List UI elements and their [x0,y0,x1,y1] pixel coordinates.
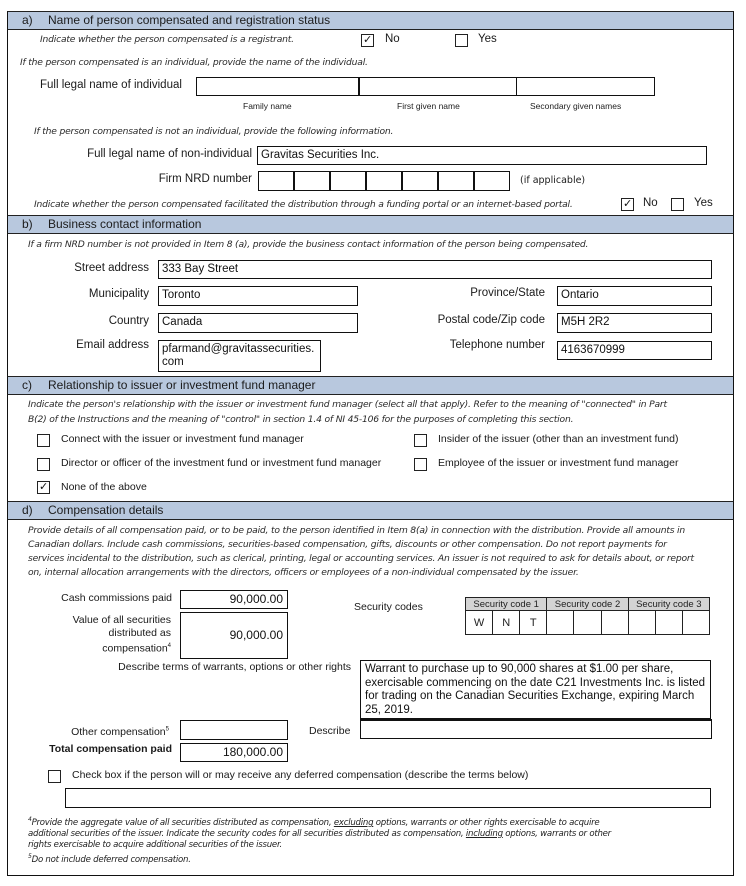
securities-label-text: compensation [102,642,168,655]
describe-other-input[interactable] [360,719,712,739]
first-given-name-caption: First given name [397,101,460,111]
footnote-4-excluding: excluding [333,817,374,828]
secondary-given-names-input[interactable] [516,77,655,96]
family-name-caption: Family name [243,101,292,111]
portal-no-checkbox[interactable] [621,198,634,211]
deferred-compensation-checkbox[interactable] [48,770,61,783]
telephone-label: Telephone number [449,339,545,351]
section-c-title: Relationship to issuer or investment fund manager [48,378,316,392]
non-individual-name-input[interactable]: Gravitas Securities Inc. [257,146,707,165]
registrant-yes-checkbox[interactable] [455,34,468,47]
registrant-prompt: Indicate whether the person compensated is a registrant. [40,34,294,45]
registrant-yes-label: Yes [478,33,497,45]
footnotes [28,814,728,866]
security-codes-label: Security codes [354,601,423,613]
telephone-input[interactable]: 4163670999 [557,341,712,360]
relationship-label-director: Director or officer of the investment fund or investment fund manager [61,457,382,469]
total-compensation-value: 180,000.00 [180,743,288,762]
portal-prompt: Indicate whether the person compensated facilitated the distribution through a funding portal or an internet-based portal. [34,199,573,210]
relationship-prompt-line-1: Indicate the person's relationship with the issuer or investment fund manager (select all that apply). Refer to the meaning of "connected" in Part [28,399,667,410]
section-c-header [7,376,734,395]
first-given-name-input[interactable] [358,77,517,96]
relationship-checkbox-employee[interactable] [414,458,427,471]
relationship-checkbox-director[interactable] [37,458,50,471]
compensation-prompt-line-1: Provide details of all compensation paid, or to be paid, to the person identified in Item 8(a) in connection with the distribution. Provide all amounts in [28,525,686,536]
section-b-title: Business contact information [48,217,202,231]
business-contact-prompt: If a firm NRD number is not provided in Item 8 (a), provide the business contact information of the person being compensated. [28,239,589,250]
relationship-label-connect: Connect with the issuer or investment fund manager [61,433,304,445]
footnote-5-text: Do not include deferred compensation. [31,854,191,865]
relationship-checkbox-insider[interactable] [414,434,427,447]
securities-value-input[interactable]: 90,000.00 [180,612,288,659]
portal-no-label: No [643,197,658,209]
email-input[interactable]: pfarmand@gravitassecurities.com [158,340,321,372]
section-b-letter: b) [22,217,33,231]
deferred-compensation-terms-input[interactable] [65,788,711,808]
portal-yes-label: Yes [694,197,713,209]
footnote-4-line-1 [28,814,728,829]
nrd-digit-input[interactable] [474,171,510,191]
other-compensation-label [40,726,169,738]
footnote-5-number: 5 [28,852,32,860]
security-code-3-header: Security code 3 [628,598,709,611]
other-compensation-input[interactable] [180,720,288,740]
footnote-4-line-2 [28,829,728,840]
section-a-header [7,11,734,30]
section-a-title: Name of person compensated and registration status [48,13,331,27]
security-code-char-input[interactable]: T [520,611,547,635]
footnote-4-line-3: rights exercisable to acquire additional securities of the issuer. [28,839,282,850]
footnote-4-including: including [465,828,503,839]
securities-label-line-1: Value of all securities [72,614,171,626]
relationship-label-none: None of the above [61,481,147,493]
portal-yes-checkbox[interactable] [671,198,684,211]
security-code-2-header: Security code 2 [547,598,628,611]
warrants-terms-input[interactable]: Warrant to purchase up to 90,000 shares at $1.00 per share, exercisable commencing on the date C21 Investments Inc. is listed for trading on the Canadian Securities Exchange, expiring March 25, 2019. [360,660,711,719]
security-code-char-input[interactable] [628,611,655,635]
footnote-4-ref: 4 [167,643,171,649]
section-b-header [7,215,734,234]
footnote-4-text-a: Provide the aggregate value of all securities distributed as compensation, [31,817,334,828]
security-code-char-input[interactable] [655,611,682,635]
province-label: Province/State [470,287,545,299]
relationship-label-insider: Insider of the issuer (other than an investment fund) [438,433,679,445]
section-d-title: Compensation details [48,503,164,517]
checkmark-icon: ✓ [363,34,373,46]
section-d-letter: d) [22,503,33,517]
cash-commissions-label: Cash commissions paid [61,592,172,604]
secondary-given-names-caption: Secondary given names [530,101,622,111]
relationship-checkbox-none[interactable] [37,481,50,494]
securities-compensation-label [40,614,171,656]
country-label: Country [108,315,149,327]
security-code-char-input[interactable] [682,611,709,635]
registrant-no-label: No [385,33,400,45]
firm-nrd-label: Firm NRD number [158,173,252,185]
cash-commissions-input[interactable]: 90,000.00 [180,590,288,609]
non-individual-prompt: If the person compensated is not an individual, provide the following information. [34,126,394,137]
securities-label-line-3 [40,640,171,656]
footnote-4-text-d: options, warrants or other [502,828,611,839]
street-address-input[interactable]: 333 Bay Street [158,260,712,279]
relationship-label-employee: Employee of the issuer or investment fund manager [438,457,679,469]
security-code-1-header: Security code 1 [466,598,547,611]
footnote-4-text-c: additional securities of the issuer. Indicate the security codes for all securities distributed as compensation, [28,828,466,839]
footnote-4-text-b: options, warrants or other rights exercisable to acquire [373,817,600,828]
postal-code-input[interactable]: M5H 2R2 [557,313,712,333]
municipality-input[interactable]: Toronto [158,286,358,306]
nrd-digit-input[interactable] [438,171,474,191]
security-code-char-input[interactable] [601,611,628,635]
nrd-digit-input[interactable] [366,171,402,191]
relationship-checkbox-connect[interactable] [37,434,50,447]
if-applicable-note: (if applicable) [520,175,586,186]
email-label: Email address [76,339,149,351]
street-address-label: Street address [74,262,149,274]
section-c-letter: c) [22,378,32,392]
relationship-prompt-line-2: B(2) of the Instructions and the meaning of "control" in section 1.4 of NI 45-106 for the purposes of completing this section. [28,414,574,425]
province-input[interactable]: Ontario [557,286,712,306]
compensation-prompt-line-3: services incidental to the distribution, such as clerical, printing, legal or accounting services. An issuer is not required to ask for details about, or report [28,553,694,564]
checkmark-icon: ✓ [39,481,49,493]
total-compensation-label: Total compensation paid [49,743,172,755]
individual-name-label: Full legal name of individual [40,79,182,91]
footnote-5-line [28,851,728,866]
securities-label-line-2: distributed as [108,627,171,639]
municipality-label: Municipality [88,288,149,300]
compensation-prompt-line-2: Canadian dollars. Include cash commissions, securities-based compensation, gifts, discounts or other compensation. Do not report payments for [28,539,667,550]
security-code-char-input[interactable]: N [493,611,520,635]
country-input[interactable]: Canada [158,313,358,333]
footnote-4-number: 4 [28,816,32,823]
footnote-5-ref: 5 [165,726,169,733]
other-compensation-text: Other compensation [71,726,166,738]
checkmark-icon: ✓ [623,198,633,210]
security-code-char-input[interactable]: W [466,611,493,635]
non-individual-name-label: Full legal name of non-individual [87,148,252,160]
family-name-input[interactable] [196,77,359,96]
security-codes-table [465,597,710,635]
deferred-compensation-label: Check box if the person will or may receive any deferred compensation (describe the terms below) [72,769,529,781]
nrd-digit-input[interactable] [402,171,438,191]
nrd-digit-input[interactable] [258,171,294,191]
warrants-terms-label: Describe terms of warrants, options or other rights [118,661,351,673]
individual-prompt: If the person compensated is an individual, provide the name of the individual. [20,57,368,68]
security-code-char-input[interactable] [574,611,601,635]
section-d-header [7,501,734,520]
compensation-prompt-line-4: on, internal allocation arrangements with the directors, officers or employees of a non-individual compensated by the issuer. [28,567,579,578]
nrd-digit-input[interactable] [330,171,366,191]
section-a-letter: a) [22,13,33,27]
nrd-digit-input[interactable] [294,171,330,191]
registrant-no-checkbox[interactable] [361,34,374,47]
security-code-char-input[interactable] [547,611,574,635]
describe-label: Describe [309,725,351,737]
postal-code-label: Postal code/Zip code [437,314,545,326]
